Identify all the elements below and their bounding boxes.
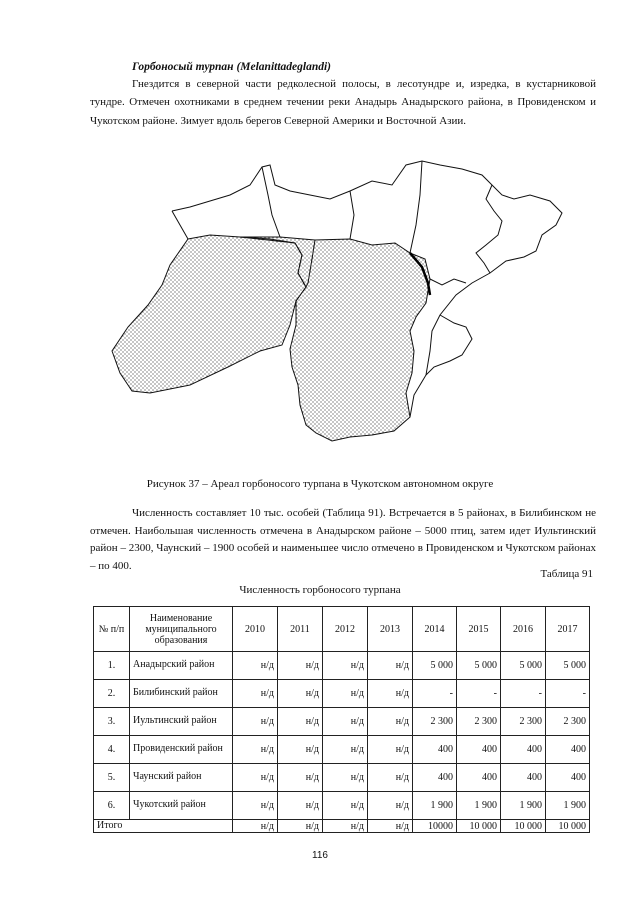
cell-value: 2 300 <box>501 708 546 736</box>
cell-value: 400 <box>413 736 457 764</box>
cell-value: н/д <box>278 652 323 680</box>
cell-value: 2 300 <box>546 708 590 736</box>
cell-value: 5 000 <box>501 652 546 680</box>
total-value: 10 000 <box>501 820 546 833</box>
total-value: 10 000 <box>546 820 590 833</box>
cell-value: н/д <box>278 680 323 708</box>
table-total-row <box>94 820 590 833</box>
cell-value: 5 000 <box>413 652 457 680</box>
row-number: 6. <box>94 792 130 820</box>
cell-value: 2 300 <box>413 708 457 736</box>
cell-value: 400 <box>546 736 590 764</box>
cell-value: 400 <box>457 736 501 764</box>
cell-value: 1 900 <box>457 792 501 820</box>
total-value: н/д <box>368 820 413 833</box>
cell-value: н/д <box>323 680 368 708</box>
table-row <box>94 792 590 820</box>
cell-value: 2 300 <box>457 708 501 736</box>
row-number: 4. <box>94 736 130 764</box>
row-district: Билибинский район <box>130 680 233 708</box>
cell-value: н/д <box>233 708 278 736</box>
total-value: н/д <box>323 820 368 833</box>
header-year: 2014 <box>413 607 457 652</box>
total-value: н/д <box>233 820 278 833</box>
row-district: Чаунский район <box>130 764 233 792</box>
header-number: № п/п <box>94 607 130 652</box>
cell-value: 400 <box>457 764 501 792</box>
row-number: 1. <box>94 652 130 680</box>
cell-value: 400 <box>501 764 546 792</box>
header-year: 2010 <box>233 607 278 652</box>
cell-value: н/д <box>233 764 278 792</box>
total-value: 10 000 <box>457 820 501 833</box>
range-map <box>110 155 565 465</box>
header-year: 2015 <box>457 607 501 652</box>
row-district: Анадырский район <box>130 652 233 680</box>
cell-value: н/д <box>368 764 413 792</box>
page-number: 116 <box>312 850 328 861</box>
figure-caption: Рисунок 37 – Ареал горбоносого турпана в Чукотском автономном округе <box>146 478 494 490</box>
cell-value: - <box>413 680 457 708</box>
cell-value: н/д <box>368 736 413 764</box>
cell-value: н/д <box>323 708 368 736</box>
row-district: Иультинский район <box>130 708 233 736</box>
table-row <box>94 736 590 764</box>
species-title: Горбоносый турпан (Melanittadeglandi) <box>132 61 331 73</box>
header-municipality: Наименование муниципального образования <box>130 607 233 652</box>
table-row <box>94 680 590 708</box>
total-value: 10000 <box>413 820 457 833</box>
row-number: 3. <box>94 708 130 736</box>
row-district: Чукотский район <box>130 792 233 820</box>
okrug-west-edge <box>172 211 188 239</box>
cell-value: н/д <box>233 652 278 680</box>
table-header-row <box>94 607 590 652</box>
cell-value: н/д <box>233 736 278 764</box>
abundance-paragraph: Численность составляет 10 тыс. особей (Таблица 91). Встречается в 5 районах, в Билибинском не отмечен. Наибольшая численность отмечена в Анадырском районе – 5000 птиц, затем идет Иультинский район – 2300, Чаунский – 1900 особей и наименьшее число отмечено в Провиденском и Чукотском районах – по 400. <box>90 507 596 572</box>
cell-value: н/д <box>368 652 413 680</box>
cell-value: 400 <box>413 764 457 792</box>
header-year: 2016 <box>501 607 546 652</box>
abundance-table <box>93 606 590 833</box>
cell-value: н/д <box>368 680 413 708</box>
cell-value: н/д <box>323 736 368 764</box>
cell-value: н/д <box>368 708 413 736</box>
cell-value: 400 <box>546 764 590 792</box>
total-label: Итого <box>94 820 233 833</box>
cell-value: 5 000 <box>457 652 501 680</box>
range-area-west <box>112 235 306 393</box>
total-value: н/д <box>278 820 323 833</box>
cell-value: 1 900 <box>413 792 457 820</box>
cell-value: н/д <box>233 680 278 708</box>
table-row <box>94 764 590 792</box>
cell-value: н/д <box>278 792 323 820</box>
row-district: Провиденский район <box>130 736 233 764</box>
cell-value: - <box>546 680 590 708</box>
cell-value: - <box>457 680 501 708</box>
cell-value: 1 900 <box>501 792 546 820</box>
header-year: 2013 <box>368 607 413 652</box>
cell-value: н/д <box>278 736 323 764</box>
row-number: 5. <box>94 764 130 792</box>
cell-value: н/д <box>368 792 413 820</box>
district-border-east <box>426 279 472 375</box>
table-title: Численность горбоносого турпана <box>239 584 401 596</box>
cell-value: - <box>501 680 546 708</box>
range-map-image <box>110 155 565 465</box>
table-row <box>94 652 590 680</box>
header-year: 2012 <box>323 607 368 652</box>
table-row <box>94 708 590 736</box>
row-number: 2. <box>94 680 130 708</box>
cell-value: н/д <box>323 792 368 820</box>
cell-value: н/д <box>278 764 323 792</box>
cell-value: 1 900 <box>546 792 590 820</box>
cell-value: 5 000 <box>546 652 590 680</box>
table-label: Таблица 91 <box>540 568 593 580</box>
header-year: 2011 <box>278 607 323 652</box>
cell-value: н/д <box>323 652 368 680</box>
coastline-east <box>476 185 502 273</box>
cell-value: н/д <box>278 708 323 736</box>
cell-value: н/д <box>323 764 368 792</box>
cell-value: н/д <box>233 792 278 820</box>
description-paragraph: Гнездится в северной части редколесной полосы, в лесотундре и, изредка, в кустарниковой тундре. Отмечен охотниками в среднем течении реки Анадырь Анадырского района, в Провиденском и Чукотском районе. Зимует вдоль берегов Северной Америки и Восточной Азии. <box>90 78 596 127</box>
header-year: 2017 <box>546 607 590 652</box>
cell-value: 400 <box>501 736 546 764</box>
